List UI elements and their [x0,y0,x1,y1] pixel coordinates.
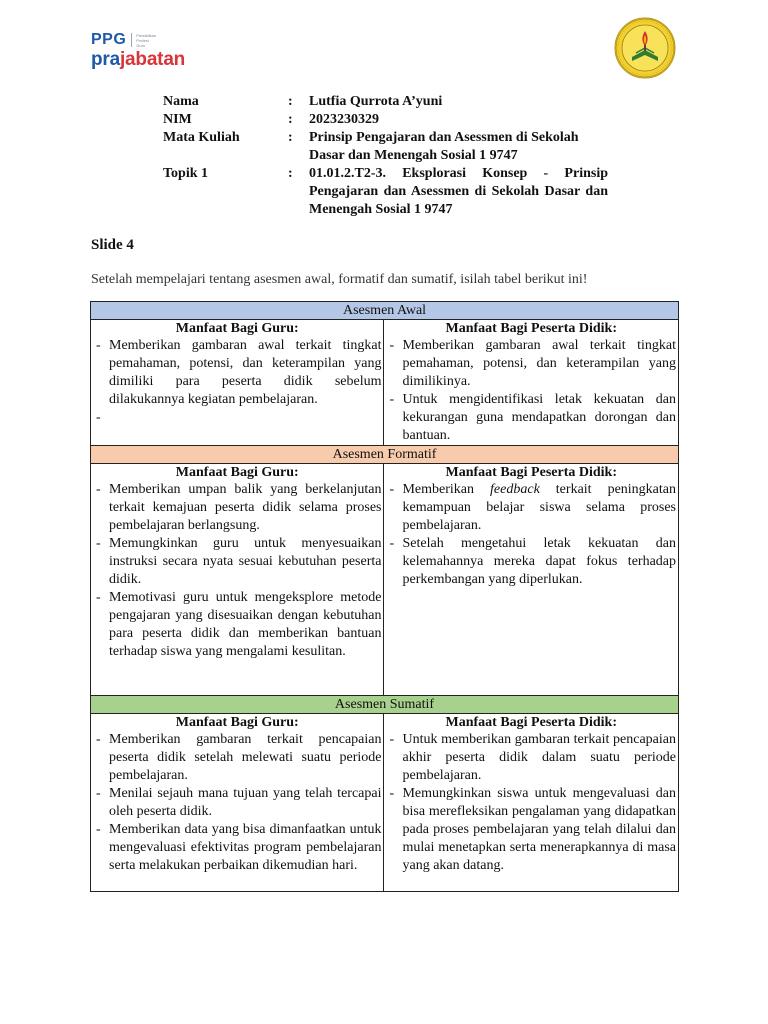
list-item: - Untuk memberikan gambaran terkait pencapaian akhir peserta didik dalam suatu periode pembelajaran. [389,731,676,785]
siswa-header: Manfaat Bagi Peserta Didik: [445,321,617,336]
list-item: - Menilai sejauh mana tujuan yang telah tercapai oleh peserta didik. [96,785,381,821]
slide-heading: Slide 4 [91,237,134,253]
list-item: - Memungkinkan siswa untuk mengevaluasi dan bisa merefleksikan pengalaman yang didapatkan pada proses pembelajaran yang telah dilalui dan mulai menetapkan serta menerapkannya di masa yang akan datang. [389,785,676,875]
info-label: NIM [163,112,192,127]
section-content-row [91,714,679,892]
guru-list [91,731,383,875]
section-title-awal: Asesmen Awal [91,302,679,320]
list-item: - Memotivasi guru untuk mengeksplore metode pengajaran yang disesuaikan dengan kebutuhan para peserta didik dan memberikan bantuan terhadap siswa yang mengalami kesulitan. [96,589,381,661]
list-item: - Setelah mengetahui letak kekuatan dan kelemahannya mereka dapat fokus terhadap perkembangan yang diperlukan. [389,535,676,589]
info-value: 01.01.2.T2-3. Eksplorasi Konsep - Prinsip Pengajaran dan Asessmen di Sekolah Dasar dan Menengah Sosial 1 9747 [309,166,608,217]
assessment-table [90,301,679,892]
info-label: Nama [163,94,199,109]
section-content-row [91,320,679,446]
info-colon: : [288,130,293,145]
guru-header: Manfaat Bagi Guru: [175,321,299,336]
list-item: - Memberikan gambaran awal terkait tingkat pemahaman, potensi, dan keterampilan yang dimiliki para peserta didik sebelum dilakukannya kegiatan pembelajaran. [96,337,381,409]
siswa-list [384,481,678,589]
siswa-list [384,337,678,445]
siswa-cell [384,714,679,892]
guru-list [91,481,383,661]
info-colon: : [288,112,293,127]
list-item: - Memberikan gambaran terkait pencapaian peserta didik setelah melewati suatu periode pembelajaran. [96,731,381,785]
section-header-row [91,302,679,320]
guru-header: Manfaat Bagi Guru: [175,465,299,480]
guru-header: Manfaat Bagi Guru: [175,715,299,730]
section-title-sumatif: Asesmen Sumatif [91,696,679,714]
siswa-list [384,731,678,875]
guru-cell [91,464,384,696]
feedback-italic: feedback [490,482,540,497]
section-content-row [91,464,679,696]
logo-separator [131,33,132,47]
siswa-cell [384,464,679,696]
siswa-header: Manfaat Bagi Peserta Didik: [445,465,617,480]
section-header-row [91,446,679,464]
list-item: - Untuk mengidentifikasi letak kekuatan dan kekurangan guna mendapatkan dorongan dan bantuan. [389,391,676,445]
list-item: - Memberikan gambaran awal terkait tingkat pemahaman, potensi, dan keterampilan yang dimilikinya. [389,337,676,391]
siswa-cell [384,320,679,446]
section-header-row [91,696,679,714]
info-row-mata-kuliah [163,129,608,165]
guru-list [91,337,383,409]
list-item: - Memberikan umpan balik yang berkelanjutan terkait kemajuan peserta didik selama proses pembelajaran berlangsung. [96,481,381,535]
info-value: Lutfia Qurrota A’yuni [309,94,443,109]
student-info [163,93,608,219]
info-row-nama [163,93,608,111]
info-value: Prinsip Pengajaran dan Asessmen di Sekolah Dasar dan Menengah Sosial 1 9747 [309,130,579,163]
info-value: 2023230329 [309,112,379,127]
info-label: Topik 1 [163,166,209,181]
prajabatan-text: prajabatan [91,49,186,70]
instruction-text: Setelah mempelajari tentang asesmen awal, formatif dan sumatif, isilah tabel berikut ini! [91,272,588,287]
logo-mini-text: Pendidikan Profesi Guru [136,32,157,48]
university-seal-logo [614,17,676,79]
info-colon: : [288,94,293,109]
list-item: - Memungkinkan guru untuk menyesuaikan instruksi secara nyata sesuai kebutuhan peserta didik. [96,535,381,589]
info-label: Mata Kuliah [163,130,240,145]
section-title-formatif: Asesmen Formatif [91,446,679,464]
ppg-text: PPG [91,31,127,48]
list-item: - Memberikan data yang bisa dimanfaatkan untuk mengevaluasi efektivitas program pembelajaran serta melakukan perbaikan dikemudian hari. [96,821,381,875]
info-row-topik [163,165,608,219]
list-item: - Memberikan feedback terkait peningkatan kemampuan belajar siswa selama proses pembelajaran. [389,481,676,535]
info-colon: : [288,166,293,181]
guru-cell [91,320,384,446]
ppg-prajabatan-logo [91,30,201,72]
siswa-header: Manfaat Bagi Peserta Didik: [445,715,617,730]
guru-cell [91,714,384,892]
info-row-nim [163,111,608,129]
